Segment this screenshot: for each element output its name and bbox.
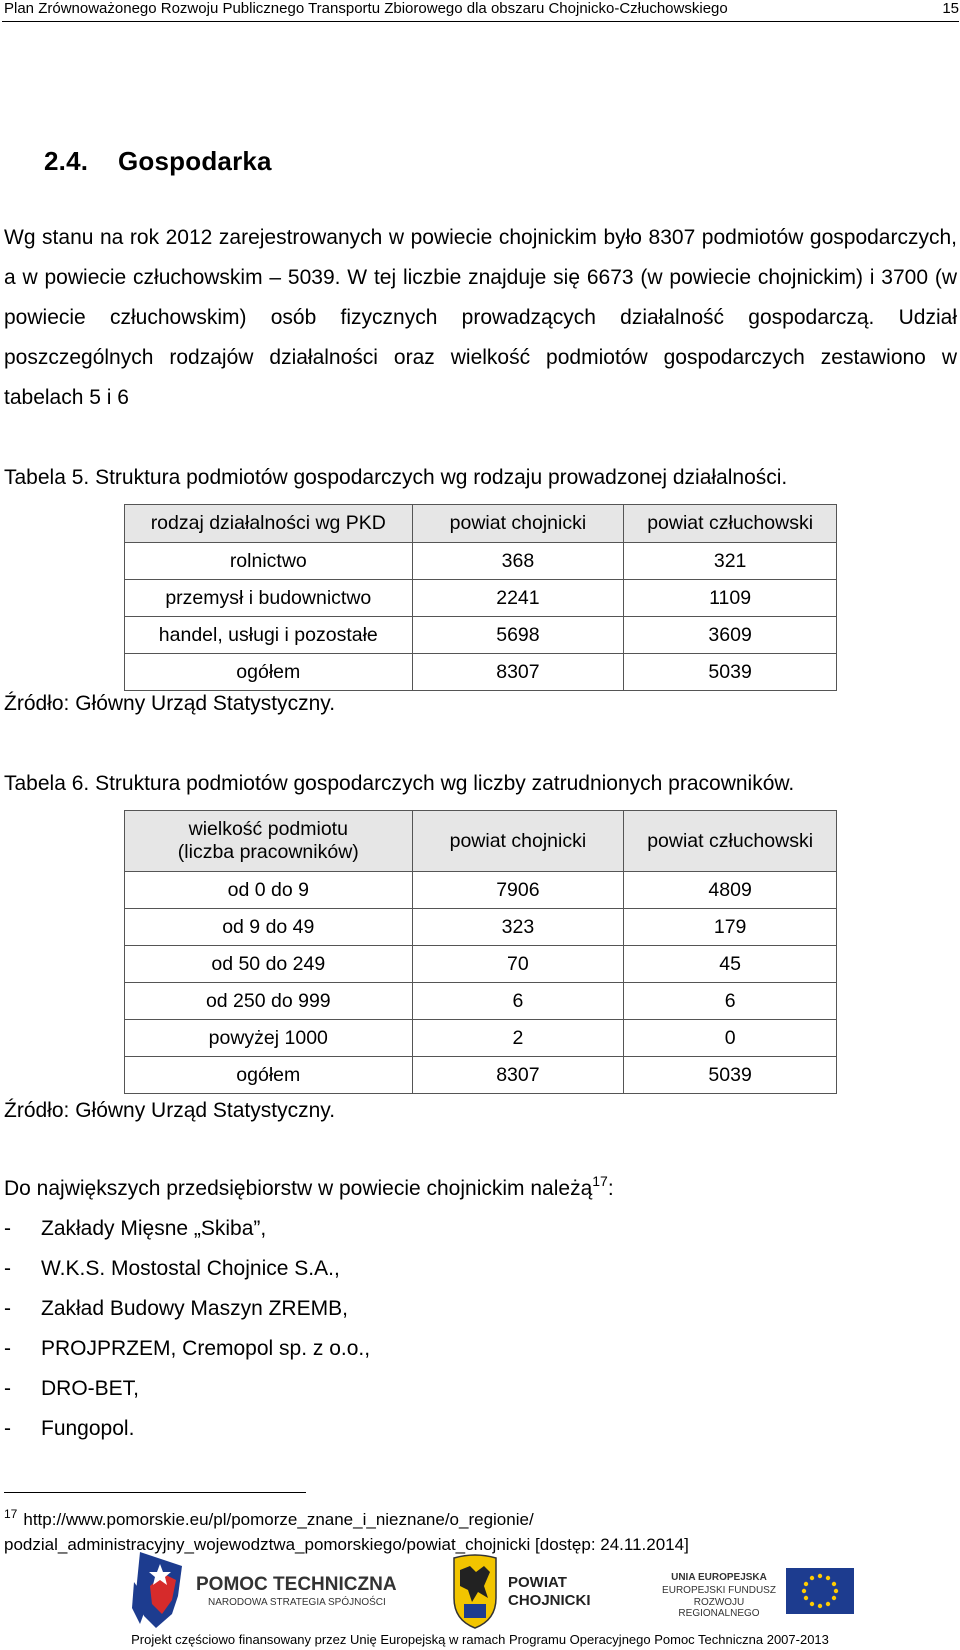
table-cell: 8307: [412, 1057, 624, 1094]
table-cell: ogółem: [125, 1057, 413, 1094]
list-item: [4, 1209, 370, 1249]
powiat-label-line2: CHOJNICKI: [508, 1592, 591, 1609]
table-cell: 368: [412, 543, 624, 580]
list-item-text: Fungopol.: [41, 1417, 135, 1440]
table5-header-cell: powiat człuchowski: [624, 505, 837, 543]
list-item-text: PROJPRZEM, Cremopol sp. z o.o.,: [41, 1337, 371, 1360]
table-cell: przemysł i budownictwo: [125, 580, 413, 617]
table-row-total: [125, 1057, 837, 1094]
table-cell: 7906: [412, 872, 624, 909]
table6-source: Źródło: Główny Urząd Statystyczny.: [4, 1099, 336, 1122]
table5-source: Źródło: Główny Urząd Statystyczny.: [4, 692, 336, 715]
funding-footer: Projekt częściowo finansowany przez Unię Europejską w ramach Programu Operacyjnego Pomoc Techniczna 2007-2013: [131, 1632, 829, 1647]
section-title: Gospodarka: [118, 146, 272, 176]
table-cell: 4809: [624, 872, 837, 909]
list-item: [4, 1289, 370, 1329]
ue-label-line1: UNIA EUROPEJSKA: [671, 1572, 767, 1583]
list-dash: -: [4, 1337, 11, 1360]
table-cell: 3609: [624, 617, 837, 654]
table-cell: 1109: [624, 580, 837, 617]
table-row: [125, 909, 837, 946]
table-cell: 6: [412, 983, 624, 1020]
powiat-label-line1: POWIAT: [508, 1574, 567, 1591]
running-header: [2, 0, 959, 22]
list-dash: -: [4, 1417, 11, 1440]
table-cell: 6: [624, 983, 837, 1020]
table-row: [125, 617, 837, 654]
section-number: 2.4.: [44, 146, 89, 176]
footnote-line-2: podzial_administracyjny_wojewodztwa_pomorskiego/powiat_chojnicki [dostęp: 24.11.2014]: [4, 1535, 689, 1554]
table-row: [125, 1020, 837, 1057]
table-row: [125, 543, 837, 580]
table-row-total: [125, 654, 837, 691]
table6-header-cell: [125, 811, 413, 872]
table-row: [125, 580, 837, 617]
table-cell: 5039: [624, 1057, 837, 1094]
table-cell: powyżej 1000: [125, 1020, 413, 1057]
intro-paragraph: Wg stanu na rok 2012 zarejestrowanych w powiecie chojnickim było 8307 podmiotów gospodarczych, a w powiecie człuchowskim – 5039. W tej liczbie znajduje się 6673 (w powiecie chojnickim) i 3700 (w powiecie człuchowskim) osób fizycznych prowadzących działalność gospodarczą. Udział poszczególnych rodzajów działalności oraz wielkość podmiotów gospodarczych zestawiono w tabelach 5 i 6: [4, 226, 957, 409]
footnote-divider: [4, 1492, 306, 1493]
table-cell: 321: [624, 543, 837, 580]
table-cell: 0: [624, 1020, 837, 1057]
table6-header-cell: powiat człuchowski: [624, 811, 837, 872]
list-item: [4, 1409, 370, 1449]
header-title: Plan Zrównoważonego Rozwoju Publicznego Transportu Zbiorowego dla obszaru Chojnicko-Człuchowskiego: [4, 0, 728, 17]
list-item: [4, 1249, 370, 1289]
companies-list: [4, 1209, 370, 1449]
footnote-reference[interactable]: 17: [592, 1173, 608, 1189]
list-dash: -: [4, 1257, 11, 1280]
logo-bar: [0, 1552, 960, 1632]
table-cell: 70: [412, 946, 624, 983]
table-cell: 2241: [412, 580, 624, 617]
table-cell: od 250 do 999: [125, 983, 413, 1020]
table-cell: rolnictwo: [125, 543, 413, 580]
page-number: 15: [942, 0, 959, 17]
header-line: wielkość podmiotu: [188, 818, 348, 840]
companies-intro-text: Do największych przedsiębiorstw w powiecie chojnickim należą: [4, 1177, 593, 1200]
list-item: [4, 1369, 370, 1409]
list-item: [4, 1329, 370, 1369]
list-item-text: DRO-BET,: [41, 1377, 140, 1400]
list-dash: -: [4, 1297, 11, 1320]
footnote-link[interactable]: http://www.pomorskie.eu/pl/pomorze_znane_i_nieznane/o_regionie/: [23, 1510, 534, 1529]
table-row: [125, 946, 837, 983]
companies-intro: [4, 1173, 614, 1201]
list-dash: -: [4, 1377, 11, 1400]
table6-header-row: [125, 811, 837, 872]
list-item-text: Zakład Budowy Maszyn ZREMB,: [41, 1297, 348, 1320]
table-cell: 179: [624, 909, 837, 946]
ue-label-line2: EUROPEJSKI FUNDUSZ: [662, 1585, 776, 1596]
table-cell: 323: [412, 909, 624, 946]
table-cell: 5698: [412, 617, 624, 654]
table5-header-row: [125, 505, 837, 543]
table5-header-cell: rodzaj działalności wg PKD: [125, 505, 413, 543]
companies-intro-colon: :: [607, 1177, 614, 1200]
table-cell: od 0 do 9: [125, 872, 413, 909]
table-cell: 5039: [624, 654, 837, 691]
pomoc-techniczna-title: POMOC TECHNICZNA: [196, 1574, 397, 1595]
table-cell: ogółem: [125, 654, 413, 691]
nss-logo-icon: [132, 1552, 194, 1630]
list-item-text: Zakłady Mięsne „Skiba”,: [41, 1217, 267, 1240]
section-heading: [44, 146, 272, 177]
table6-header-cell: powiat chojnicki: [412, 811, 624, 872]
table-row: [125, 872, 837, 909]
table-cell: handel, usługi i pozostałe: [125, 617, 413, 654]
ue-label-line3: ROZWOJU REGIONALNEGO: [678, 1597, 760, 1619]
footnote-line-1: [4, 1502, 689, 1532]
footnote-number: 17: [4, 1507, 18, 1521]
table6-caption: Tabela 6. Struktura podmiotów gospodarczych wg liczby zatrudnionych pracowników.: [4, 772, 795, 795]
table5-header-cell: powiat chojnicki: [412, 505, 624, 543]
table-cell: 45: [624, 946, 837, 983]
list-dash: -: [4, 1217, 11, 1240]
eu-flag-icon: [786, 1568, 854, 1614]
list-item-text: W.K.S. Mostostal Chojnice S.A.,: [41, 1257, 340, 1280]
powiat-chojnicki-crest-icon: [450, 1552, 500, 1630]
table-cell: 2: [412, 1020, 624, 1057]
footnote: [4, 1502, 689, 1557]
table-cell: od 9 do 49: [125, 909, 413, 946]
table-cell: 8307: [412, 654, 624, 691]
pomoc-techniczna-subtitle: NARODOWA STRATEGIA SPÓJNOŚCI: [208, 1597, 386, 1608]
table-cell: od 50 do 249: [125, 946, 413, 983]
table5: [124, 504, 837, 691]
table6: [124, 810, 837, 1094]
header-line: (liczba pracowników): [177, 841, 359, 863]
table-row: [125, 983, 837, 1020]
table5-caption: Tabela 5. Struktura podmiotów gospodarczych wg rodzaju prowadzonej działalności.: [4, 466, 788, 489]
